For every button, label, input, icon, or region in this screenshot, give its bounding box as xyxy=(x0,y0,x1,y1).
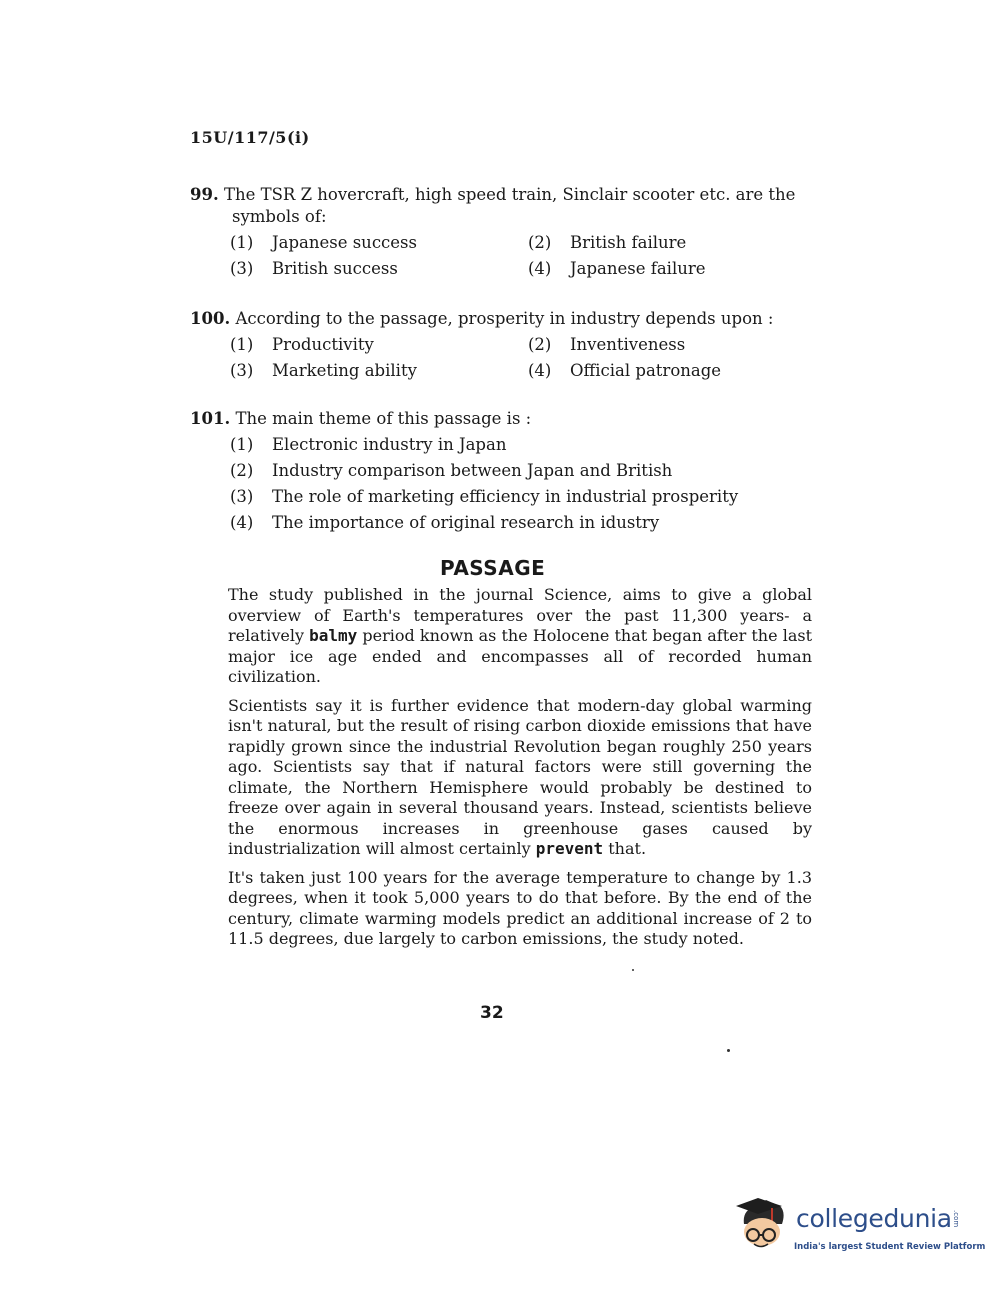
options-grid xyxy=(190,334,820,382)
option-2: (2) Industry comparison between Japan and British xyxy=(230,461,673,480)
option-1: (1) Electronic industry in Japan xyxy=(230,435,507,454)
option-3: (3) Marketing ability xyxy=(230,361,417,380)
collegedunia-logo xyxy=(736,1196,986,1264)
passage-paragraph-1: The study published in the journal Science, aims to give a global overview of Earth's temperatures over the past 11,300 years- a relatively balmy period known as the Holocene that began after the last major ice age ended and encompasses all of recorded human civilization. xyxy=(228,585,812,686)
question-text: According to the passage, prosperity in industry depends upon : xyxy=(235,309,774,328)
option-1: (1) Japanese success xyxy=(230,233,417,252)
options-list xyxy=(190,434,820,534)
option-2: (2) Inventiveness xyxy=(528,335,686,354)
logo-tagline: India's largest Student Review Platform xyxy=(794,1242,986,1252)
question-text: The main theme of this passage is : xyxy=(235,409,532,428)
question-text: The TSR Z hovercraft, high speed train, Sinclair scooter etc. are the xyxy=(223,185,796,204)
option-1: (1) Productivity xyxy=(230,335,374,354)
question-number: 99. xyxy=(190,185,219,204)
logo-tld: .com xyxy=(952,1210,960,1228)
passage-paragraph-3: It's taken just 100 years for the average temperature to change by 1.3 degrees, when it took 5,000 years to do that before. By the end of the century, climate warming models predict an additional increase of 2 to 11.5 degrees, due largely to carbon emissions, the study noted. xyxy=(228,867,812,948)
question-101 xyxy=(190,408,820,538)
passage-body xyxy=(228,585,812,958)
option-3: (3) British success xyxy=(230,259,398,278)
bold-word: prevent xyxy=(535,839,604,858)
option-4: (4) Japanese failure xyxy=(528,259,706,278)
mascot-icon xyxy=(736,1196,796,1264)
question-number: 101. xyxy=(190,409,231,428)
option-3: (3) The role of marketing efficiency in industrial prosperity xyxy=(230,487,739,506)
question-99 xyxy=(190,184,820,280)
logo-brand: collegedunia xyxy=(796,1204,952,1233)
scan-speck xyxy=(727,1049,730,1052)
question-number: 100. xyxy=(190,309,231,328)
options-grid xyxy=(190,232,820,280)
page-number: 32 xyxy=(480,1003,504,1023)
scan-speck xyxy=(632,969,634,971)
question-100 xyxy=(190,308,820,382)
passage-paragraph-2: Scientists say it is further evidence that modern-day global warming isn't natural, but the result of rising carbon dioxide emissions that have rapidly grown since the industrial Revolution began roughly 250 years ago. Scientists say that if natural factors were still governing the climate, the Northern Hemisphere would probably be destined to freeze over again in several thousand years. Instead, scientists believe the enormous increases in greenhouse gases caused by industrialization will almost certainly prevent that. xyxy=(228,695,812,858)
paper-code: 15U/117/5(i) xyxy=(190,128,310,147)
passage-title: PASSAGE xyxy=(440,556,546,580)
option-4: (4) Official patronage xyxy=(528,361,722,380)
option-2: (2) British failure xyxy=(528,233,687,252)
option-4: (4) The importance of original research in idustry xyxy=(230,513,660,532)
bold-word: balmy xyxy=(309,626,358,645)
question-text-continued: symbols of: xyxy=(232,207,327,226)
